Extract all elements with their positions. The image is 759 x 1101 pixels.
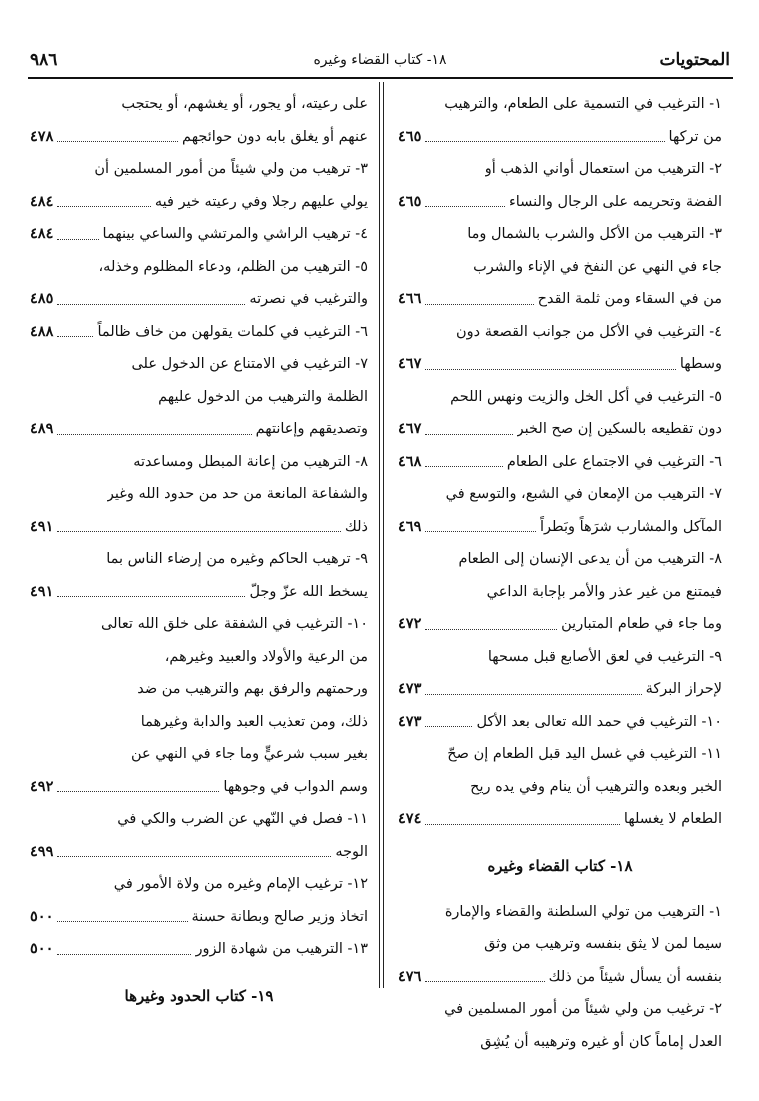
toc-entry [30, 218, 368, 251]
toc-entry-text: وتصديقهم وإعانتهم [255, 421, 368, 437]
toc-entry [398, 381, 722, 414]
toc-entry-text: ٧- الترغيب في الامتناع عن الدخول على [131, 356, 368, 372]
right-column [398, 88, 722, 1058]
toc-page-number: ٤٩١ [30, 582, 54, 600]
toc-entry-text: العدل إماماً كان أو غيره وترهيبه أن يُشِق [480, 1033, 722, 1050]
toc-entry [398, 348, 722, 381]
leader-dots [425, 466, 502, 467]
leader-dots [57, 304, 245, 305]
toc-page-number: ٤٦٦ [398, 290, 422, 307]
leader-dots [57, 596, 245, 597]
toc-entry-text: ١- الترغيب في التسمية على الطعام، والترهيب [444, 96, 722, 112]
leader-dots [57, 921, 187, 922]
toc-entry [398, 896, 722, 929]
leader-dots [425, 304, 533, 305]
toc-entry-text: سيما لمن لا يثق بنفسه وترهيب من وثق [484, 936, 722, 952]
toc-entry-text: والشفاعة المانعة من حد من حدود الله وغير [106, 486, 368, 502]
chapter-heading: ١٩- كتاب الحدود وغيرها [124, 986, 274, 1005]
toc-entry-text: ٧- الترهيب من الإمعان في الشبع، والتوسع في [445, 486, 722, 502]
toc-entry [30, 576, 368, 609]
toc-entry [398, 771, 722, 804]
toc-page-number: ٤٦٧ [398, 355, 422, 372]
toc-entry-text: ١١- الترغيب في غسل اليد قبل الطعام إن صحّ [447, 746, 722, 762]
column-divider [379, 82, 380, 988]
toc-list [30, 88, 368, 966]
toc-entry [30, 836, 368, 869]
toc-entry-text: ١٣- الترهيب من شهادة الزور [195, 941, 368, 957]
toc-entry [30, 413, 368, 446]
toc-entry [30, 673, 368, 706]
toc-entry-text: ٤- ترهيب الراشي والمرتشي والساعي بينهما [102, 226, 368, 242]
toc-entry-text: من في السقاء ومن ثلمة القدح [537, 291, 722, 307]
toc-entry-text: بغير سبب شرعيٍّ وما جاء في النهي عن [130, 746, 368, 762]
toc-entry [398, 218, 722, 251]
toc-entry [398, 251, 722, 284]
toc-entry-text: ١٠- الترغيب في الشفقة على خلق الله تعالى [101, 616, 368, 632]
chapter-heading: ١٨- كتاب القضاء وغيره [487, 856, 633, 875]
toc-entry-text: الوجه [335, 843, 368, 860]
toc-entry-text: وسم الدواب في وجوهها [223, 778, 368, 795]
toc-entry-text: ذلك، ومن تعذيب العبد والدابة وغيرهما [140, 713, 368, 730]
toc-entry-text: لإحراز البركة [645, 681, 722, 697]
toc-entry-text: ٥- الترهيب من الظلم، ودعاء المظلوم وخذله، [98, 258, 368, 275]
toc-page-number: ٤٦٧ [398, 420, 422, 437]
toc-page-number: ٤٧٢ [398, 615, 422, 632]
toc-page-number: ٤٨٥ [30, 290, 54, 307]
toc-page-number: ٥٠٠ [30, 940, 54, 957]
toc-page-number: ٤٦٥ [398, 192, 422, 210]
toc-entry [398, 641, 722, 674]
leader-dots [425, 531, 536, 532]
toc-entry-text: على رعيته، أو يجور، أو يغشهم، أو يحتجب [121, 96, 368, 112]
toc-entry [30, 641, 368, 674]
toc-page-number: ٤٧٣ [398, 680, 422, 697]
leader-dots [57, 141, 178, 142]
toc-entry-text: جاء في النهي عن النفخ في الإناء والشرب [473, 258, 722, 275]
toc-entry [398, 316, 722, 349]
toc-entry-text: الظلمة والترهيب من الدخول عليهم [158, 388, 368, 405]
toc-entry-text: ١١- فصل في النّهي عن الضرب والكي في [117, 811, 368, 827]
toc-entry [398, 478, 722, 511]
toc-entry-text: ٣- الترهيب من الأكل والشرب بالشمال وما [467, 226, 722, 242]
toc-entry [398, 1026, 722, 1059]
toc-entry [30, 186, 368, 219]
toc-entry-text: الطعام لا يغسلها [623, 811, 722, 827]
leader-dots [425, 206, 505, 207]
toc-entry [398, 961, 722, 994]
toc-entry [30, 348, 368, 381]
toc-entry [30, 251, 368, 284]
toc-entry-text: ٨- الترهيب من إعانة المبطل ومساعدته [133, 453, 368, 470]
toc-entry [30, 478, 368, 511]
leader-dots [57, 791, 219, 792]
toc-entry [30, 608, 368, 641]
leader-dots [57, 954, 191, 955]
toc-entry-text: ١٢- ترغيب الإمام وغيره من ولاة الأمور في [113, 876, 368, 892]
toc-entry [30, 283, 368, 316]
leader-dots [57, 434, 251, 435]
toc-page-number: ٥٠٠ [30, 907, 54, 925]
toc-entry [398, 706, 722, 739]
toc-entry [30, 901, 368, 934]
running-title: ١٨- كتاب القضاء وغيره [313, 52, 447, 68]
leader-dots [425, 369, 675, 370]
toc-entry [30, 706, 368, 739]
toc-entry-text: يولي عليهم رجلا وفي رعيته خير فيه [154, 193, 368, 210]
toc-entry [398, 153, 722, 186]
toc-entry [398, 993, 722, 1026]
toc-entry [398, 446, 722, 479]
toc-entry [30, 153, 368, 186]
toc-entry [398, 543, 722, 576]
toc-page-number: ٤٩٩ [30, 842, 54, 860]
toc-entry [398, 608, 722, 641]
toc-entry-text: ذلك [344, 518, 368, 535]
toc-entry-text: المآكل والمشارب شرَهاً وبَطراً [540, 518, 722, 535]
toc-entry [398, 283, 722, 316]
toc-entry [398, 121, 722, 154]
toc-entry [30, 738, 368, 771]
leader-dots [425, 726, 472, 727]
toc-entry-text: بنفسه أن يسأل شيئاً من ذلك [548, 968, 722, 985]
leader-dots [57, 336, 93, 337]
toc-page-number: ٤٩١ [30, 517, 54, 535]
toc-page-number: ٤٨٨ [30, 322, 54, 340]
toc-entry-text: ٦- الترغيب في الاجتماع على الطعام [506, 453, 722, 470]
leader-dots [425, 141, 664, 142]
toc-page-number: ٤٧٨ [30, 127, 54, 145]
toc-entry [398, 803, 722, 836]
toc-entry-text: عنهم أو يغلق بابه دون حوائجهم [182, 128, 368, 145]
toc-entry-text: ٣- ترهيب من ولي شيئاً من أمور المسلمين أن [94, 161, 368, 177]
left-column [30, 88, 368, 1026]
toc-page-number: ٤٨٩ [30, 420, 54, 437]
leader-dots [425, 694, 641, 695]
toc-entry-text: الفضة وتحريمه على الرجال والنساء [508, 193, 722, 210]
toc-entry [398, 88, 722, 121]
leader-dots [57, 531, 341, 532]
toc-entry-text: والترغيب في نصرته [249, 291, 368, 307]
toc-entry-text: ٨- الترهيب من أن يدعى الإنسان إلى الطعام [458, 551, 722, 567]
toc-entry [398, 673, 722, 706]
toc-entry-text: ٤- الترغيب في الأكل من جوانب القصعة دون [456, 323, 722, 340]
toc-entry [30, 803, 368, 836]
toc-page-number: ٤٨٤ [30, 225, 54, 242]
toc-entry [30, 316, 368, 349]
toc-entry-text: وما جاء في طعام المتبارين [561, 616, 722, 632]
toc-page-number: ٤٨٤ [30, 192, 54, 210]
toc-entry-text: ١٠- الترغيب في حمد الله تعالى بعد الأكل [476, 713, 722, 730]
toc-entry-text: من الرعية والأولاد والعبيد وغيرهم، [164, 648, 368, 665]
toc-page-number: ٤٦٥ [398, 127, 422, 145]
toc-entry-text: يسخط الله عزّ وجلّ [249, 583, 368, 600]
toc-page-number: ٤٦٨ [398, 452, 422, 470]
toc-entry-text: ٦- الترغيب في كلمات يقولهن من خاف ظالماً [97, 323, 368, 340]
toc-entry [398, 928, 722, 961]
toc-entry-text: ٥- الترغيب في أكل الخل والزيت ونهس اللحم [450, 388, 722, 405]
toc-entry-text: ورحمتهم والرفق بهم والترهيب من ضد [137, 681, 368, 697]
toc-page-number: ٤٧٦ [398, 967, 422, 985]
leader-dots [425, 629, 557, 630]
toc-page-number: ٤٩٢ [30, 777, 54, 795]
toc-entry-text: ٢- الترهيب من استعمال أواني الذهب أو [484, 161, 722, 177]
leader-dots [425, 434, 512, 435]
leader-dots [57, 239, 98, 240]
column-divider [383, 82, 384, 988]
toc-list [398, 88, 722, 836]
toc-entry [30, 868, 368, 901]
section-title: المحتويات [659, 50, 730, 70]
page-number: ٩٨٦ [30, 50, 58, 70]
toc-entry-text: ٩- ترهيب الحاكم وغيره من إرضاء الناس بما [106, 551, 368, 567]
toc-entry [30, 543, 368, 576]
toc-entry-text: الخبر وبعده والترهيب أن ينام وفي يده ريح [470, 778, 722, 795]
toc-entry [30, 511, 368, 544]
toc-entry-text: اتخاذ وزير صالح وبطانة حسنة [191, 908, 368, 925]
toc-page-number: ٤٧٤ [398, 810, 422, 827]
toc-entry [30, 121, 368, 154]
header-rule [28, 77, 733, 79]
toc-entry-text: ٩- الترغيب في لعق الأصابع قبل مسحها [487, 648, 722, 665]
toc-entry [398, 186, 722, 219]
page-header [30, 42, 730, 82]
leader-dots [57, 206, 151, 207]
toc-page-number: ٤٧٣ [398, 712, 422, 730]
leader-dots [57, 856, 331, 857]
toc-entry [398, 413, 722, 446]
toc-entry [398, 738, 722, 771]
toc-list [398, 896, 722, 1059]
leader-dots [425, 981, 544, 982]
leader-dots [425, 824, 620, 825]
toc-entry [398, 511, 722, 544]
toc-entry-text: ١- الترهيب من تولي السلطنة والقضاء والإمارة [444, 903, 722, 920]
toc-entry-text: من تركها [668, 128, 722, 145]
toc-entry [30, 381, 368, 414]
toc-entry [30, 933, 368, 966]
toc-entry-text: ٢- ترغيب من ولي شيئاً من أمور المسلمين في [444, 1001, 722, 1017]
toc-entry [30, 446, 368, 479]
toc-entry [398, 576, 722, 609]
toc-entry [30, 771, 368, 804]
toc-entry [30, 88, 368, 121]
toc-page-number: ٤٦٩ [398, 517, 422, 535]
toc-entry-text: دون تقطيعه بالسكين إن صح الخبر [516, 421, 722, 437]
toc-entry-text: فيمتنع من غير عذر والأمر بإجابة الداعي [486, 583, 722, 600]
toc-entry-text: وسطها [679, 356, 722, 372]
